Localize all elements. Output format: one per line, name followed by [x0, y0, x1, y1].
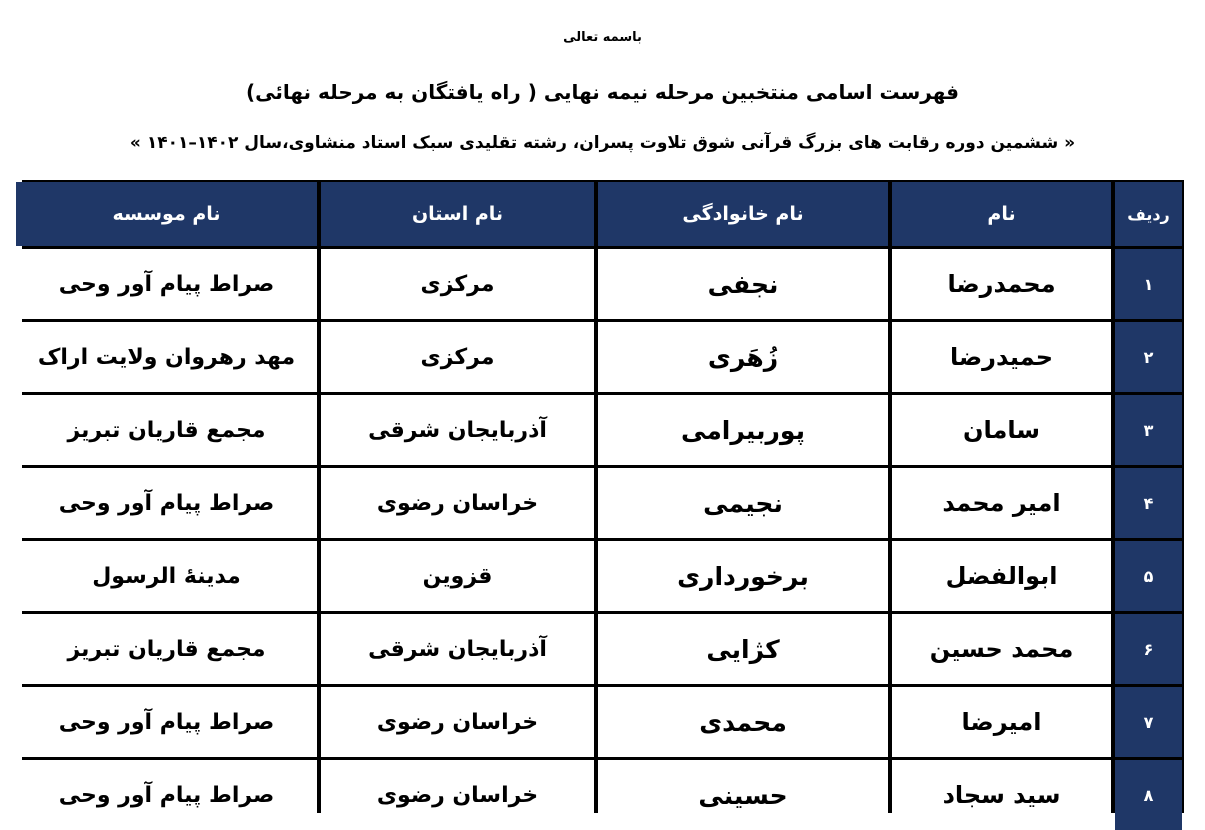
first-name-cell: امیر محمد — [892, 468, 1111, 538]
institute-cell: مدینهٔ الرسول — [16, 541, 317, 611]
province-cell: قزوین — [321, 541, 594, 611]
first-name-cell: ابوالفضل — [892, 541, 1111, 611]
first-name-cell: سید سجاد — [892, 760, 1111, 830]
row-number-cell: ۲ — [1115, 322, 1182, 392]
column-header-first-name: نام — [892, 182, 1111, 246]
row-number-cell: ۳ — [1115, 395, 1182, 465]
first-name-cell: محمد حسین — [892, 614, 1111, 684]
document-subtitle: « ششمین دوره رقابت های بزرگ قرآنی شوق تلاوت پسران، رشته تقلیدی سبک استاد منشاوی،سال ۱۴۰۲–۱۴۰۱ » — [129, 133, 1076, 153]
institute-cell: مجمع قاریان تبریز — [16, 614, 317, 684]
document-title: فهرست اسامی منتخبین مرحله نیمه نهایی ( راه یافتگان به مرحله نهائی) — [245, 80, 960, 104]
institute-cell: صراط پیام آور وحی — [16, 687, 317, 757]
finalists-table — [22, 180, 1184, 813]
row-number-cell: ۶ — [1115, 614, 1182, 684]
last-name-cell: برخورداری — [598, 541, 888, 611]
institute-cell: مهد رهروان ولایت اراک — [16, 322, 317, 392]
last-name-cell: محمدی — [598, 687, 888, 757]
province-cell: مرکزی — [321, 322, 594, 392]
column-header-last-name: نام خانوادگی — [598, 182, 888, 246]
institute-cell: صراط پیام آور وحی — [16, 468, 317, 538]
column-header-province: نام استان — [321, 182, 594, 246]
institute-cell: صراط پیام آور وحی — [16, 760, 317, 830]
first-name-cell: حمیدرضا — [892, 322, 1111, 392]
first-name-cell: محمدرضا — [892, 249, 1111, 319]
last-name-cell: زُهَری — [598, 322, 888, 392]
last-name-cell: پوربیرامی — [598, 395, 888, 465]
row-number-cell: ۷ — [1115, 687, 1182, 757]
province-cell: خراسان رضوی — [321, 468, 594, 538]
province-cell: خراسان رضوی — [321, 760, 594, 830]
row-number-cell: ۱ — [1115, 249, 1182, 319]
last-name-cell: نجفی — [598, 249, 888, 319]
first-name-cell: امیرضا — [892, 687, 1111, 757]
row-number-cell: ۵ — [1115, 541, 1182, 611]
column-header-institute: نام موسسه — [16, 182, 317, 246]
row-number-cell: ۴ — [1115, 468, 1182, 538]
last-name-cell: نجیمی — [598, 468, 888, 538]
header-basmala: باسمه تعالی — [563, 30, 642, 45]
first-name-cell: سامان — [892, 395, 1111, 465]
province-cell: مرکزی — [321, 249, 594, 319]
province-cell: خراسان رضوی — [321, 687, 594, 757]
row-number-cell: ۸ — [1115, 760, 1182, 830]
column-header-row-number: ردیف — [1115, 182, 1182, 246]
province-cell: آذربایجان شرقی — [321, 614, 594, 684]
province-cell: آذربایجان شرقی — [321, 395, 594, 465]
last-name-cell: حسینی — [598, 760, 888, 830]
last-name-cell: کژایی — [598, 614, 888, 684]
institute-cell: مجمع قاریان تبریز — [16, 395, 317, 465]
institute-cell: صراط پیام آور وحی — [16, 249, 317, 319]
